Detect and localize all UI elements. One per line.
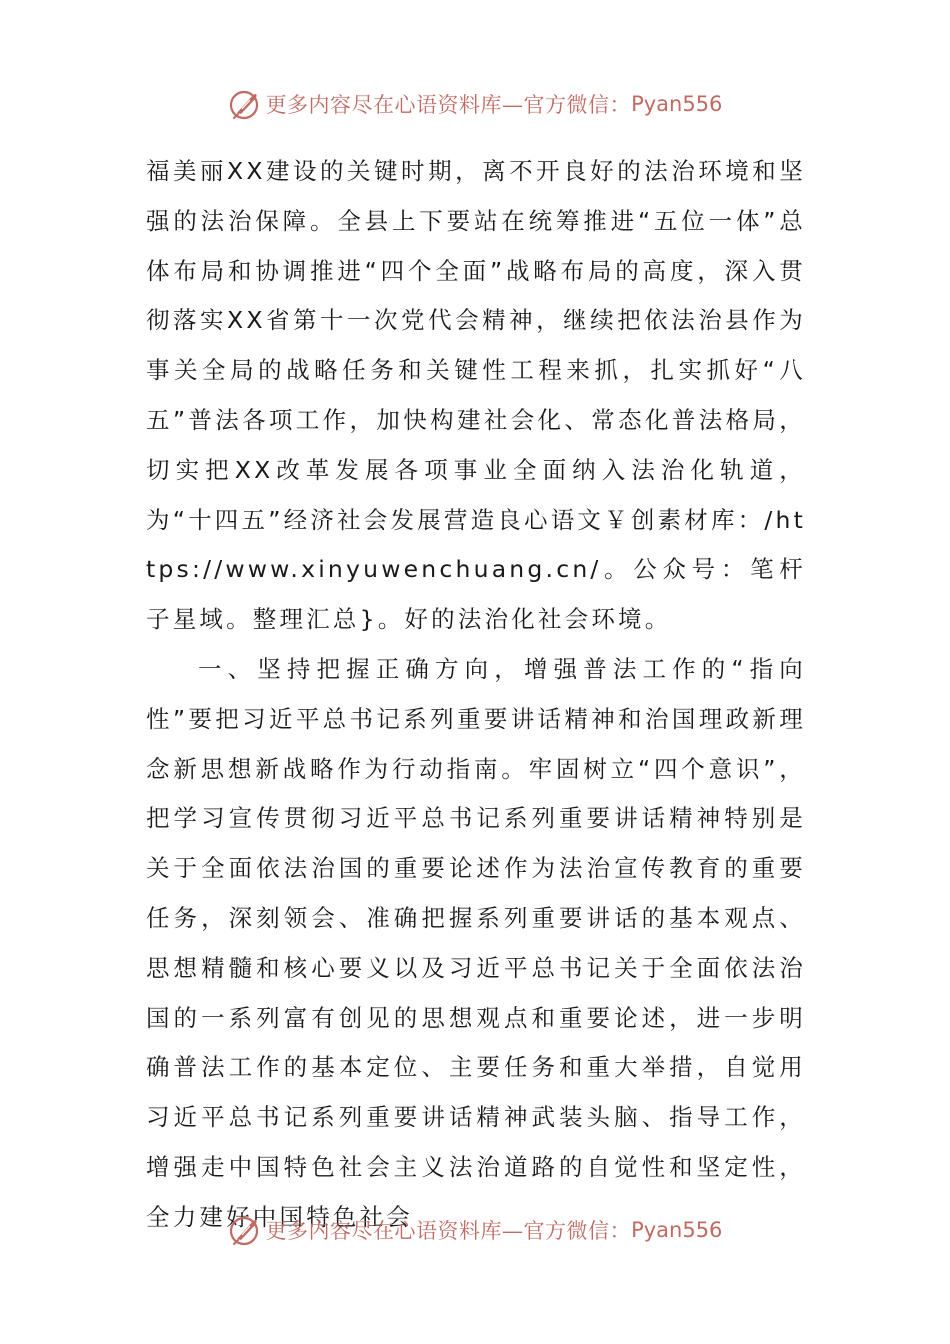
paragraph-1: 福美丽XX建设的关键时期，离不开良好的法治环境和坚强的法治保障。全县上下要站在统筹推进“五位一体”总体布局和协调推进“四个全面”战略布局的高度，深入贯彻落实XX省第十一次党代会精神，继续把依法治县作为事关全局的战略任务和关键性工程来抓，扎实抓好“八五”普法各项工作，加快构建社会化、常态化普法格局，切实把XX改革发展各项事业全面纳入法治化轨道，为“十四五”经济社会发展营造良心语文￥创素材库：/https://www.xinyuwenchuang.cn/。公众号：笔杆子星域。整理汇总}。好的法治化社会环境。 bbox=[146, 157, 806, 634]
wechat-id: Pyan556 bbox=[631, 92, 723, 116]
wechat-id: Pyan556 bbox=[631, 1218, 723, 1242]
paragraph-2: 一、坚持把握正确方向，增强普法工作的“指向性”要把习近平总书记系列重要讲话精神和治国理政新理念新思想新战略作为行动指南。牢固树立“四个意识”，把学习宣传贯彻习近平总书记系列重要讲话精神特别是关于全面依法治国的重要论述作为法治宣传教育的重要任务，深刻领会、准确把握系列重要讲话的基本观点、思想精髓和核心要义以及习近平总书记关于全面依法治国的一系列富有创见的思想观点和重要论述，进一步明确普法工作的基本定位、主要任务和重大举措，自觉用习近平总书记系列重要讲话精神武装头脑、指导工作，增强走中国特色社会主义法治道路的自觉性和坚定性，全力建好中国特色社会 bbox=[146, 654, 806, 1231]
quill-pen-icon bbox=[228, 1213, 262, 1247]
quill-pen-icon bbox=[228, 87, 262, 121]
document-body bbox=[146, 147, 806, 1243]
footer-banner bbox=[0, 1210, 950, 1250]
header-banner bbox=[0, 84, 950, 124]
banner-text: 更多内容尽在心语资料库—官方微信： bbox=[265, 93, 632, 117]
banner-text: 更多内容尽在心语资料库—官方微信： bbox=[265, 1219, 632, 1243]
